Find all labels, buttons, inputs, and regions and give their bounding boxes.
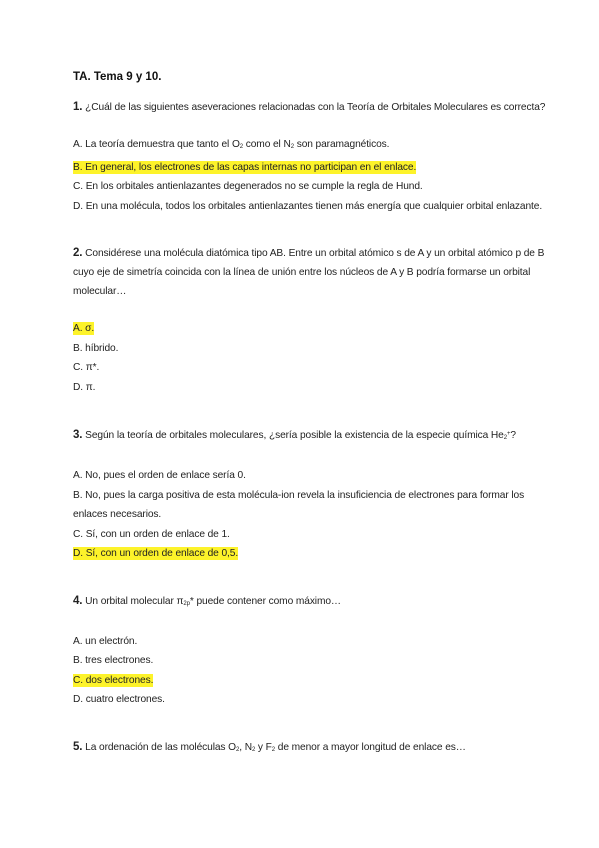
question-3-option-d bbox=[73, 544, 559, 564]
question-1-options bbox=[73, 135, 559, 216]
question-3-stem: Según la teoría de orbitales moleculares, ¿sería posible la existencia de la especie química $He_2^+$? bbox=[85, 430, 516, 441]
question-2-text bbox=[73, 244, 559, 301]
question-3-text bbox=[73, 425, 559, 448]
question-4-option-d: D. cuatro electrones. bbox=[73, 694, 165, 705]
question-3-option-c: C. Sí, con un orden de enlace de 1. bbox=[73, 528, 230, 540]
question-5-text bbox=[73, 738, 559, 760]
document-title: TA. Tema 9 y 10. bbox=[73, 71, 162, 83]
question-number: 5. bbox=[73, 740, 83, 753]
question-1-option-b bbox=[73, 158, 559, 178]
question-2-option-c: C. π*. bbox=[73, 362, 100, 373]
question-4-stem: Un orbital molecular $\pi_{2p}*$ puede contener como máximo… bbox=[85, 595, 342, 607]
highlighted-answer: A. σ. bbox=[73, 323, 95, 334]
question-2 bbox=[73, 244, 559, 397]
question-number: 2. bbox=[73, 247, 83, 259]
question-3-option-b: B. No, pues la carga positiva de esta molécula-ion revela la insuficiencia de electrones para formar los enlaces necesarios. bbox=[73, 489, 525, 520]
question-1-text bbox=[73, 98, 559, 117]
question-2-option-b: B. híbrido. bbox=[73, 342, 119, 354]
question-3 bbox=[73, 425, 559, 564]
question-1-option-a: A. La teoría demuestra que tanto el $O_2$ como el $N_2$ son paramagnéticos. bbox=[73, 139, 390, 150]
question-3-options bbox=[73, 466, 559, 564]
highlighted-answer: C. dos electrones. bbox=[73, 674, 154, 686]
question-5-stem: La ordenación de las moléculas $O_2$, $N_2$ y $F_2$ de menor a mayor longitud de enlace es… bbox=[85, 741, 466, 753]
highlighted-answer: D. Sí, con un orden de enlace de 0,5. bbox=[73, 548, 239, 559]
question-number: 4. bbox=[73, 594, 83, 607]
question-1-stem: ¿Cuál de las siguientes aseveraciones relacionadas con la Teoría de Orbitales Moleculares es correcta? bbox=[85, 102, 546, 113]
question-1-option-c: C. En los orbitales antienlazantes degenerados no se cumple la regla de Hund. bbox=[73, 181, 423, 192]
question-4-option-c bbox=[73, 671, 559, 691]
question-2-option-a bbox=[73, 319, 559, 339]
question-number: 3. bbox=[73, 429, 83, 441]
question-4-option-a: A. un electrón. bbox=[73, 635, 138, 647]
question-number: 1. bbox=[73, 101, 83, 113]
question-1 bbox=[73, 98, 559, 216]
question-4-options bbox=[73, 632, 559, 710]
question-2-option-d: D. π. bbox=[73, 381, 96, 393]
question-4 bbox=[73, 592, 559, 710]
question-2-options bbox=[73, 319, 559, 397]
question-5 bbox=[73, 738, 559, 760]
question-2-stem: Considérese una molécula diatómica tipo AB. Entre un orbital atómico s de A y un orbital atómico p de B cuyo eje de simetría coincida con la línea de unión entre los núcleos de A y B podría formarse un orbital molecular… bbox=[73, 248, 545, 297]
question-1-option-d: D. En una molécula, todos los orbitales antienlazantes tienen más energía que cualquier orbital enlazante. bbox=[73, 200, 543, 212]
highlighted-answer: B. En general, los electrones de las capas internas no participan en el enlace. bbox=[73, 161, 417, 173]
question-4-text bbox=[73, 592, 559, 614]
question-4-option-b: B. tres electrones. bbox=[73, 655, 154, 666]
question-3-option-a: A. No, pues el orden de enlace sería 0. bbox=[73, 470, 246, 481]
